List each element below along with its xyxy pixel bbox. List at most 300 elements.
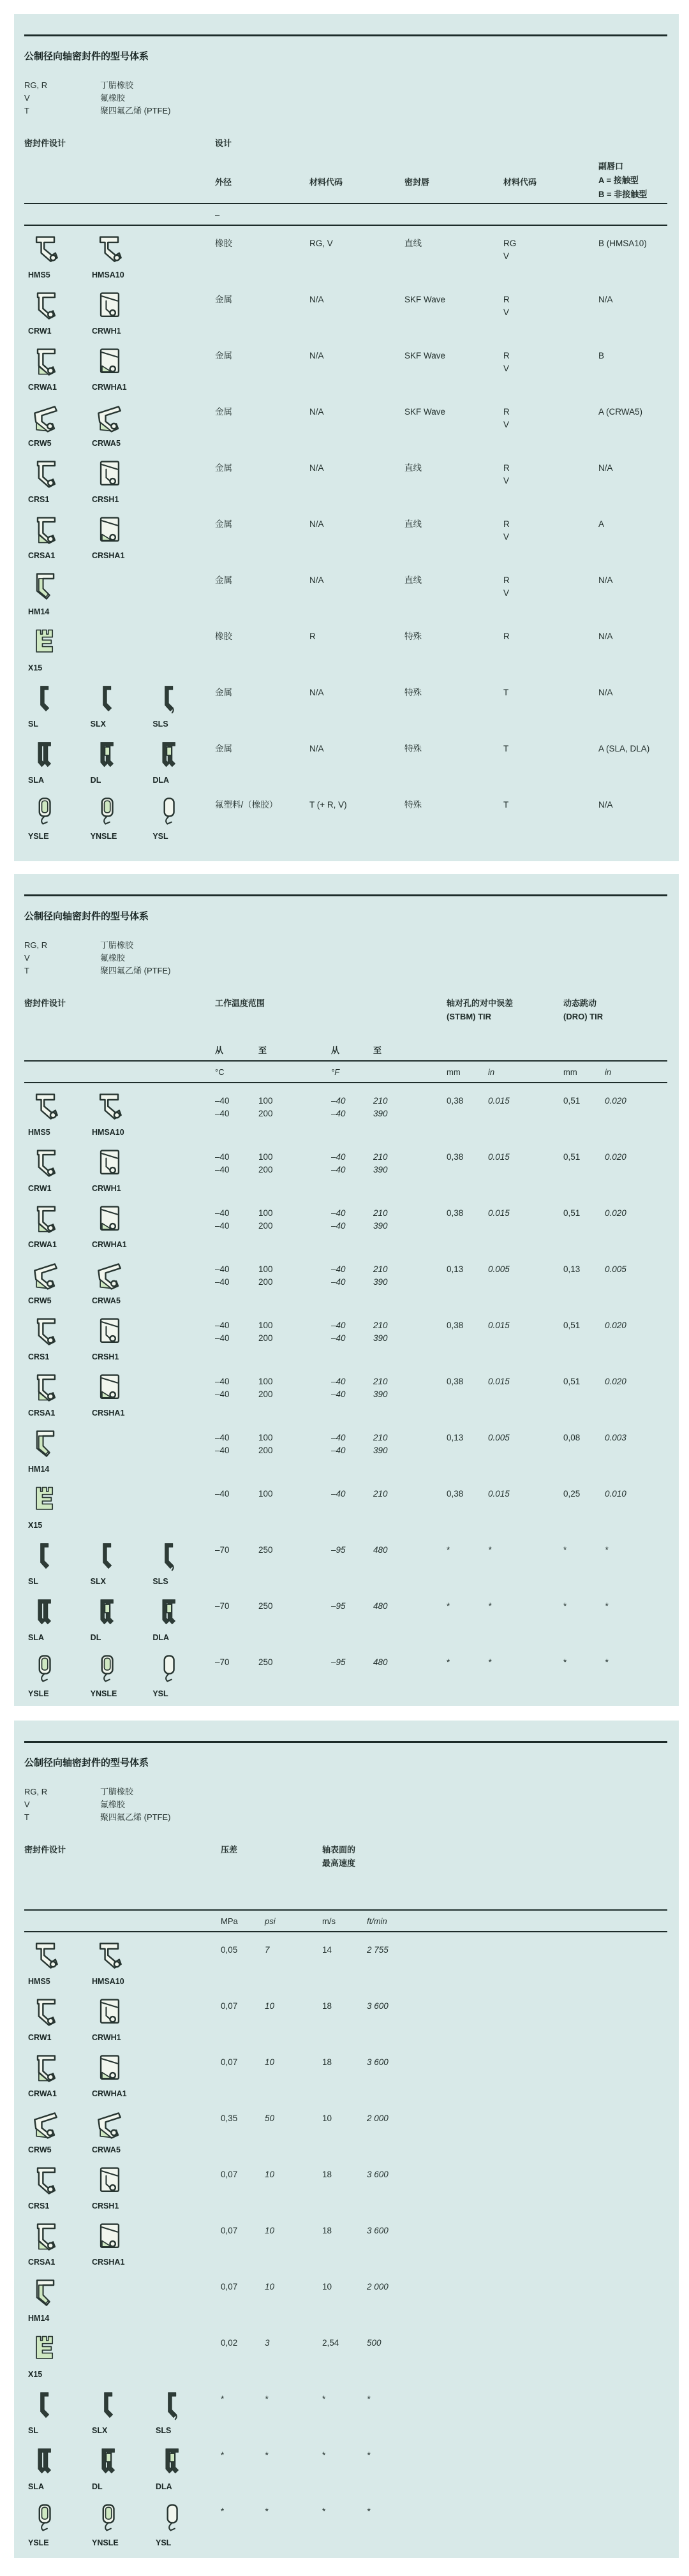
- seal-profile: [152, 795, 215, 841]
- top-rule: [24, 34, 667, 36]
- crwA-seal-profile-icon: [28, 346, 64, 379]
- table-cell: 18: [322, 2057, 332, 2067]
- table-cell: 480: [373, 1545, 388, 1555]
- table-cell: SKF Wave: [404, 295, 446, 304]
- table-cell: A (SLA, DLA): [598, 744, 650, 753]
- seal-designation: CRSA1: [28, 551, 56, 560]
- seal-profile: [92, 2389, 156, 2435]
- seal-designation: DL: [90, 776, 101, 785]
- table-row: [24, 1259, 667, 1315]
- seal-designation: YSLE: [28, 832, 49, 841]
- unit-celsius: °C: [215, 1067, 225, 1077]
- seal-design-cell: [24, 2445, 221, 2491]
- seal-designation: SLS: [152, 1577, 168, 1586]
- seal-design-cell: [24, 683, 215, 729]
- seal-profile: [92, 2165, 156, 2210]
- sl-seal-profile-icon: [28, 1540, 64, 1573]
- seal-profile: [28, 2501, 92, 2547]
- sl-seal-profile-icon: [28, 683, 64, 716]
- table-cell: –40 –40: [215, 1096, 230, 1118]
- table-row: [24, 2445, 667, 2501]
- seal-profile: [91, 1652, 153, 1698]
- table-cell: 特殊: [404, 632, 422, 641]
- table-cell: 0.020: [605, 1377, 626, 1386]
- seal-designation: CRS1: [28, 1352, 50, 1361]
- table-cell: R V: [503, 575, 510, 598]
- table-cell: *: [265, 2506, 269, 2516]
- seal-profile: [92, 1996, 156, 2042]
- table-cell: 10: [265, 2226, 275, 2235]
- crw-seal-profile-icon: [28, 1147, 64, 1180]
- top-rule: [24, 1741, 667, 1743]
- table-cell: 0,38: [447, 1489, 464, 1499]
- table-cell: –40 –40: [331, 1152, 346, 1174]
- seal-profile: [28, 1147, 92, 1193]
- table-cell: *: [322, 2506, 326, 2516]
- table-cell: N/A: [309, 688, 324, 697]
- table-cell: 0,38: [447, 1321, 464, 1330]
- seal-designation: DL: [92, 2482, 103, 2491]
- table-cell: 特殊: [404, 800, 422, 810]
- crwhA-seal-profile-icon: [92, 1203, 128, 1236]
- crw-seal-profile-icon: [28, 458, 64, 491]
- seal-design-cell: [24, 1996, 221, 2042]
- table-cell: R V: [503, 519, 510, 542]
- table-cell: 0,13: [447, 1433, 464, 1442]
- crwA-seal-profile-icon: [28, 2221, 64, 2254]
- seal-profile: [28, 739, 91, 785]
- seal-designation: YNSLE: [92, 2538, 119, 2547]
- ysle-seal-profile-icon: [91, 1652, 126, 1685]
- crwhA-seal-profile-icon: [92, 2221, 128, 2254]
- table-row: [24, 1091, 667, 1147]
- table-cell: RG, V: [309, 239, 333, 248]
- seal-profile: [92, 1203, 156, 1249]
- seal-design-cell: [24, 402, 215, 448]
- ysl-seal-profile-icon: [152, 1652, 188, 1685]
- seal-designation: CRSA1: [28, 2258, 56, 2267]
- table-cell: 0,51: [563, 1208, 581, 1218]
- table-cell: 10: [265, 2282, 275, 2291]
- table-cell: –95: [331, 1657, 346, 1667]
- seal-designation: CRWHA1: [92, 1240, 127, 1249]
- seal-profile: [92, 290, 156, 336]
- seal-design-cell: [24, 2389, 221, 2435]
- table-cell: 14: [322, 1945, 332, 1955]
- table-cell: –40 –40: [215, 1208, 230, 1231]
- seal-design-cell: [24, 1540, 215, 1586]
- table-cell: 0.020: [605, 1321, 626, 1330]
- table-row: [24, 1315, 667, 1372]
- ysle-seal-profile-icon: [28, 1652, 64, 1685]
- seal-designation: CRSH1: [92, 2202, 119, 2210]
- table-cell: 0,38: [447, 1377, 464, 1386]
- table-cell: *: [605, 1601, 609, 1611]
- seal-profile: [91, 1596, 153, 1642]
- table-cell: R V: [503, 463, 510, 485]
- table-row: [24, 2501, 667, 2557]
- table-cell: 480: [373, 1657, 388, 1667]
- seal-profile: [28, 683, 91, 729]
- table-cell: 500: [367, 2338, 382, 2348]
- seal-designation: SLA: [28, 776, 44, 785]
- crwA-seal-profile-icon: [28, 1203, 64, 1236]
- seal-designation: CRW1: [28, 327, 52, 336]
- material-legend: [24, 1786, 667, 1824]
- table-row: [24, 683, 667, 739]
- seal-design-cell: [24, 1203, 215, 1249]
- table-cell: 0,38: [447, 1096, 464, 1106]
- col-header-seal-design: 密封件设计: [24, 138, 66, 148]
- seal-profile: [28, 402, 92, 448]
- seal-profile: [28, 1203, 92, 1249]
- crwh-seal-profile-icon: [92, 2165, 128, 2198]
- units-dash: –: [215, 209, 220, 219]
- crw5-seal-profile-icon: [92, 1259, 128, 1292]
- seal-profile: [28, 1428, 92, 1474]
- seal-designation: DLA: [152, 776, 170, 785]
- seal-design-cell: [24, 1428, 215, 1474]
- table-cell: *: [605, 1657, 609, 1667]
- seal-profile: [28, 1484, 92, 1530]
- seal-designation: CRW5: [28, 1296, 52, 1305]
- seal-profile: [28, 346, 92, 392]
- seal-design-cell: [24, 1484, 215, 1530]
- table-cell: 0,07: [221, 2282, 238, 2291]
- table-cell: –40: [215, 1489, 230, 1499]
- designation-table-panel-3: [14, 1721, 679, 2558]
- crw-seal-profile-icon: [28, 2165, 64, 2198]
- ysle-seal-profile-icon: [92, 2501, 128, 2535]
- seal-profile: [91, 739, 153, 785]
- seal-profile: [28, 290, 92, 336]
- table-cell: R V: [503, 351, 510, 373]
- seal-profile: [92, 402, 156, 448]
- col-header-dro: 动态跳动 (DRO) TIR: [563, 998, 604, 1021]
- seal-profile: [156, 2445, 219, 2491]
- table-cell: 0,02: [221, 2338, 238, 2348]
- legend-row: V 氟橡胶: [24, 93, 126, 103]
- table-cell: *: [221, 2394, 225, 2404]
- table-cell: –40 –40: [331, 1377, 346, 1399]
- seal-designation: YSLE: [28, 1689, 49, 1698]
- table-cell: R: [503, 632, 510, 641]
- table-cell: *: [488, 1545, 492, 1555]
- table-cell: *: [367, 2394, 371, 2404]
- table-cell: –40 –40: [331, 1208, 346, 1231]
- table-cell: 100: [258, 1489, 273, 1499]
- seal-design-cell: [24, 570, 215, 616]
- table-cell: 100 200: [258, 1321, 273, 1343]
- dl-seal-profile-icon: [156, 2445, 191, 2478]
- seal-designation: YSL: [152, 832, 168, 841]
- seal-design-cell: [24, 290, 215, 336]
- units-row: [24, 1060, 667, 1083]
- col-header-from: 从: [215, 1045, 224, 1055]
- table-cell: RG V: [503, 239, 517, 261]
- table-cell: B: [598, 351, 605, 360]
- table-row: [24, 1484, 667, 1540]
- table-cell: *: [221, 2506, 225, 2516]
- seal-profile: [152, 683, 215, 729]
- seal-designation: SL: [28, 720, 38, 729]
- table-cell: 0,13: [447, 1264, 464, 1274]
- seal-profile: [28, 2389, 92, 2435]
- crw-seal-profile-icon: [28, 1996, 64, 2029]
- table-row: [24, 1428, 667, 1484]
- seal-designation: SL: [28, 1577, 38, 1586]
- table-cell: 7: [265, 1945, 270, 1955]
- seal-designation: HMS5: [28, 1128, 50, 1137]
- seal-profile: [28, 795, 91, 841]
- table-cell: 3 600: [367, 2057, 389, 2067]
- table-cell: –40 –40: [331, 1264, 346, 1287]
- table-row: [24, 290, 667, 346]
- table-cell: N/A: [309, 744, 324, 753]
- seal-profile: [156, 2389, 219, 2435]
- table-cell: –70: [215, 1657, 230, 1667]
- seal-profile: [92, 2221, 156, 2267]
- table-cell: *: [447, 1657, 450, 1667]
- table-cell: 0,51: [563, 1096, 581, 1106]
- table-cell: 0.020: [605, 1208, 626, 1218]
- seal-design-cell: [24, 2333, 221, 2379]
- seal-designation: CRSHA1: [92, 551, 125, 560]
- crwA-seal-profile-icon: [28, 2052, 64, 2085]
- table-cell: *: [563, 1657, 567, 1667]
- seal-profile: [92, 1372, 156, 1418]
- seal-profile: [91, 1540, 153, 1586]
- seal-designation: HMSA10: [92, 1977, 124, 1986]
- table-cell: N/A: [309, 575, 324, 585]
- table-cell: *: [563, 1545, 567, 1555]
- seal-profile: [28, 2108, 92, 2154]
- seal-profile: [91, 795, 153, 841]
- table-cell: 金属: [215, 407, 232, 417]
- seal-profile: [92, 458, 156, 504]
- table-cell: 2 000: [367, 2282, 389, 2291]
- col-header-auxiliary-lip: 副唇口 A = 接触型 B = 非接触型: [598, 161, 648, 199]
- seal-designation: CRWA5: [92, 439, 121, 448]
- seal-profile: [28, 233, 92, 279]
- table-cell: 0.005: [488, 1433, 510, 1442]
- table-cell: 250: [258, 1601, 273, 1611]
- seal-designation: HM14: [28, 2314, 50, 2323]
- seal-designation: SLX: [90, 1577, 106, 1586]
- table-cell: *: [488, 1657, 492, 1667]
- seal-design-cell: [24, 2165, 221, 2210]
- table-row: [24, 402, 667, 458]
- table-cell: 210 390: [373, 1377, 388, 1399]
- table-body: [24, 233, 667, 851]
- legend-row: T 聚四氟乙烯 (PTFE): [24, 966, 171, 975]
- table-cell: –40 –40: [331, 1321, 346, 1343]
- table-cell: –40 –40: [331, 1433, 346, 1455]
- col-header-outer-diameter: 外径: [215, 177, 232, 187]
- col-header-seal-lip: 密封唇: [404, 177, 430, 187]
- sla-seal-profile-icon: [28, 2445, 64, 2478]
- table-cell: 直线: [404, 575, 422, 585]
- seal-designation: SLX: [90, 720, 106, 729]
- crw5-seal-profile-icon: [28, 2108, 64, 2142]
- table-header: [24, 996, 667, 1060]
- crw-seal-profile-icon: [28, 1315, 64, 1349]
- table-cell: 10: [322, 2282, 332, 2291]
- seal-designation: YSL: [156, 2538, 172, 2547]
- seal-profile: [28, 1940, 92, 1986]
- ysl-seal-profile-icon: [156, 2501, 191, 2535]
- table-row: [24, 1372, 667, 1428]
- legend-row: RG, R 丁腈橡胶: [24, 80, 134, 90]
- table-cell: *: [605, 1545, 609, 1555]
- table-row: [24, 1147, 667, 1203]
- col-header-operating-temperature: 工作温度范围: [215, 998, 265, 1008]
- table-cell: 0.010: [605, 1489, 626, 1499]
- table-cell: 0.015: [488, 1208, 510, 1218]
- table-cell: 2 755: [367, 1945, 389, 1955]
- crwh-seal-profile-icon: [92, 458, 128, 491]
- seal-profile: [152, 1652, 215, 1698]
- seal-profile: [92, 1940, 156, 1986]
- table-row: [24, 514, 667, 570]
- crwh-seal-profile-icon: [92, 1996, 128, 2029]
- table-cell: N/A: [598, 688, 613, 697]
- seal-designation: YSLE: [28, 2538, 49, 2547]
- table-cell: N/A: [309, 519, 324, 529]
- seal-designation: SLA: [28, 1633, 44, 1642]
- hms-seal-profile-icon: [28, 1091, 64, 1124]
- table-cell: –70: [215, 1545, 230, 1555]
- seal-profile: [92, 2108, 156, 2154]
- seal-profile: [92, 1147, 156, 1193]
- sls-seal-profile-icon: [152, 1540, 188, 1573]
- seal-designation: CRW1: [28, 2033, 52, 2042]
- table-cell: 10: [265, 2001, 275, 2011]
- table-cell: 210 390: [373, 1264, 388, 1287]
- seal-profile: [152, 1596, 215, 1642]
- seal-designation: CRWH1: [92, 1184, 121, 1193]
- seal-designation: HM14: [28, 1465, 50, 1474]
- seal-profile: [92, 2445, 156, 2491]
- table-cell: *: [563, 1601, 567, 1611]
- x15-seal-profile-icon: [28, 1484, 64, 1517]
- seal-design-cell: [24, 2501, 221, 2547]
- seal-designation: CRWA1: [28, 1240, 57, 1249]
- designation-table-panel-2: [14, 874, 679, 1706]
- crwh-seal-profile-icon: [92, 1147, 128, 1180]
- table-cell: 50: [265, 2113, 275, 2123]
- table-cell: 0,51: [563, 1321, 581, 1330]
- seal-designation: X15: [28, 663, 43, 672]
- crwhA-seal-profile-icon: [92, 346, 128, 379]
- seal-profile: [28, 1596, 91, 1642]
- unit-inch: in: [605, 1067, 612, 1077]
- table-cell: 3 600: [367, 2226, 389, 2235]
- seal-designation: CRWA5: [92, 1296, 121, 1305]
- table-row: [24, 346, 667, 402]
- hms-seal-profile-icon: [92, 1940, 128, 1973]
- table-cell: 0,35: [221, 2113, 238, 2123]
- seal-profile: [28, 1091, 92, 1137]
- seal-design-cell: [24, 1259, 215, 1305]
- table-cell: 100 200: [258, 1152, 273, 1174]
- x15-seal-profile-icon: [28, 2333, 64, 2366]
- seal-designation: SLX: [92, 2426, 108, 2435]
- seal-designation: SLA: [28, 2482, 44, 2491]
- table-row: [24, 233, 667, 290]
- table-cell: 0,38: [447, 1208, 464, 1218]
- table-cell: 0.003: [605, 1433, 626, 1442]
- seal-design-cell: [24, 795, 215, 841]
- table-cell: 250: [258, 1545, 273, 1555]
- table-cell: 0.015: [488, 1321, 510, 1330]
- table-cell: N/A: [598, 295, 613, 304]
- table-row: [24, 1652, 667, 1706]
- table-cell: 0,07: [221, 2226, 238, 2235]
- table-cell: 100 200: [258, 1208, 273, 1231]
- table-cell: –40 –40: [215, 1377, 230, 1399]
- table-cell: 橡胶: [215, 632, 232, 641]
- dl-seal-profile-icon: [152, 1596, 188, 1629]
- table-cell: 3 600: [367, 2170, 389, 2179]
- table-cell: 10: [322, 2113, 332, 2123]
- table-row: [24, 458, 667, 514]
- unit-fahrenheit: °F: [331, 1067, 340, 1077]
- col-header-pressure-differential: 压差: [221, 1845, 238, 1854]
- seal-design-cell: [24, 1596, 215, 1642]
- table-row: [24, 570, 667, 626]
- table-cell: –95: [331, 1601, 346, 1611]
- seal-profile: [92, 1315, 156, 1361]
- table-cell: N/A: [598, 800, 613, 810]
- table-cell: –40 –40: [215, 1264, 230, 1287]
- seal-design-cell: [24, 2277, 221, 2323]
- table-cell: 金属: [215, 688, 232, 697]
- dl-seal-profile-icon: [91, 1596, 126, 1629]
- seal-profile: [28, 458, 92, 504]
- seal-designation: SL: [28, 2426, 38, 2435]
- table-cell: N/A: [598, 575, 613, 585]
- seal-designation: CRSHA1: [92, 2258, 125, 2267]
- seal-designation: X15: [28, 1521, 43, 1530]
- seal-design-cell: [24, 2108, 221, 2154]
- sls-seal-profile-icon: [152, 683, 188, 716]
- legend-row: T 聚四氟乙烯 (PTFE): [24, 1812, 171, 1822]
- table-row: [24, 1940, 667, 1996]
- table-row: [24, 739, 667, 795]
- seal-profile: [28, 570, 92, 616]
- seal-profile: [92, 2052, 156, 2098]
- seal-profile: [92, 2501, 156, 2547]
- table-cell: –70: [215, 1601, 230, 1611]
- unit-mpa: MPa: [221, 1916, 238, 1926]
- seal-profile: [91, 683, 153, 729]
- seal-designation: YSL: [152, 1689, 168, 1698]
- table-cell: 0.020: [605, 1096, 626, 1106]
- table-cell: N/A: [598, 632, 613, 641]
- legend-row: T 聚四氟乙烯 (PTFE): [24, 106, 171, 115]
- seal-designation: CRSH1: [92, 495, 119, 504]
- seal-profile: [28, 1259, 92, 1305]
- col-header-material-code-2: 材料代码: [503, 177, 537, 187]
- table-cell: *: [367, 2450, 371, 2460]
- table-cell: T: [503, 688, 509, 697]
- seal-profile: [28, 2445, 92, 2491]
- table-cell: 0,13: [563, 1264, 581, 1274]
- table-row: [24, 2108, 667, 2165]
- table-cell: *: [447, 1545, 450, 1555]
- table-cell: 0.005: [488, 1264, 510, 1274]
